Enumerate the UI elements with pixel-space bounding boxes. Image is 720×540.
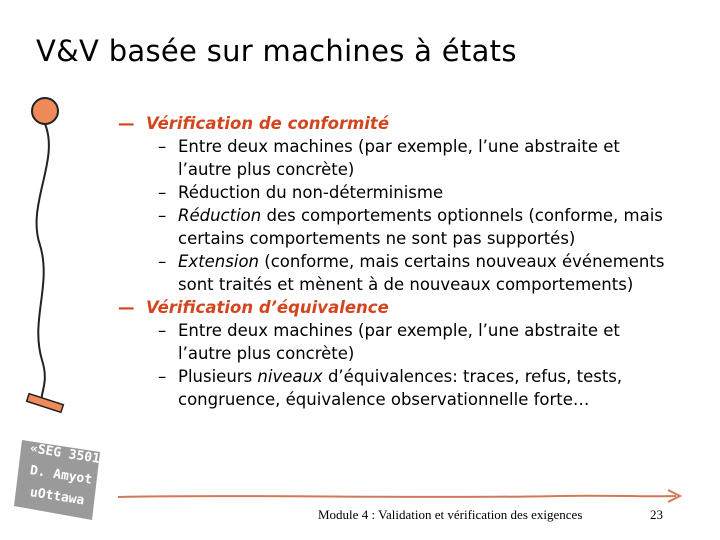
sub-bullet bbox=[118, 365, 678, 411]
sub-bullet-dash: – bbox=[158, 206, 167, 225]
sub-bullet-dash: – bbox=[158, 321, 167, 340]
sub-bullet-text: des comportements optionnels (conforme, mais certains comportements ne sont pas supportés) bbox=[178, 206, 663, 248]
sub-bullet-dash: – bbox=[158, 183, 167, 202]
bullet-dash: — bbox=[118, 298, 135, 317]
sub-bullet-text: Entre deux machines (par exemple, l’une abstraite et l’autre plus concrète) bbox=[178, 137, 620, 179]
stamp-university: uOttawa bbox=[28, 485, 86, 509]
stamp-author: D. Amyot bbox=[28, 463, 94, 488]
bullet-conformity bbox=[118, 112, 678, 135]
sub-bullet-emphasis: Extension bbox=[178, 252, 260, 271]
bullet-equivalence bbox=[118, 296, 678, 319]
sub-bullet bbox=[118, 319, 678, 365]
sub-bullet-prefix: Plusieurs bbox=[178, 367, 258, 386]
sub-bullet-text: Entre deux machines (par exemple, l’une abstraite et l’autre plus concrète) bbox=[178, 321, 620, 363]
wavy-stick bbox=[37, 124, 49, 402]
sub-bullet-text: Réduction du non-déterminisme bbox=[178, 183, 444, 202]
author-stamp bbox=[28, 438, 109, 509]
slide-footer: Module 4 : Validation et vérification des exigences bbox=[318, 507, 583, 522]
bullet-dash: — bbox=[118, 114, 135, 133]
sub-bullet-text: (conforme, mais certains nouveaux événements sont traités et mènent à de nouveaux comportements) bbox=[178, 252, 665, 294]
bullet-title: Vérification de conformité bbox=[146, 114, 390, 133]
sub-bullet bbox=[118, 250, 678, 296]
bottom-rule bbox=[118, 496, 676, 497]
sub-bullet-dash: – bbox=[158, 252, 167, 271]
sub-bullet-text: d’équivalences: traces, refus, tests, congruence, équivalence observationnelle forte… bbox=[178, 367, 623, 409]
stamp-course: «SEG 3501» bbox=[28, 441, 109, 469]
ball-icon bbox=[32, 98, 58, 124]
slide-title: V&V basée sur machines à états bbox=[36, 34, 517, 68]
sub-bullet bbox=[118, 181, 678, 204]
sub-bullet-dash: – bbox=[158, 137, 167, 156]
base-bar-icon bbox=[27, 394, 64, 413]
sub-bullet-emphasis: niveaux bbox=[257, 367, 323, 386]
sub-bullet-emphasis: Réduction bbox=[178, 206, 262, 225]
page-number: 23 bbox=[650, 507, 663, 522]
bullet-title: Vérification d’équivalence bbox=[146, 298, 389, 317]
slide-content bbox=[118, 112, 678, 411]
sub-bullet-dash: – bbox=[158, 367, 167, 386]
sub-bullet bbox=[118, 204, 678, 250]
sub-bullet bbox=[118, 135, 678, 181]
